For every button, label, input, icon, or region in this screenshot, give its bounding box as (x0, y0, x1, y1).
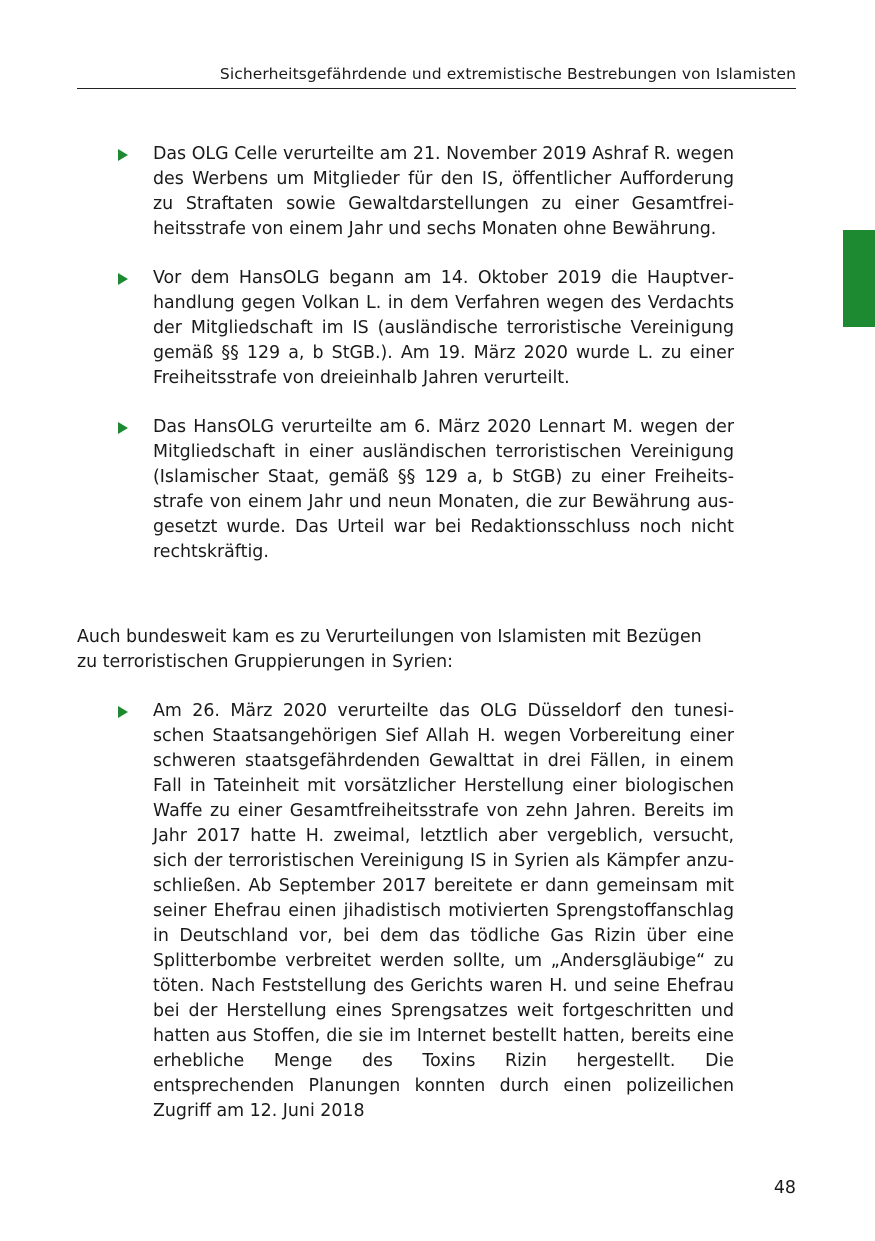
page-content (77, 142, 734, 1124)
triangle-bullet-icon (118, 422, 128, 434)
triangle-bullet-icon (118, 273, 128, 285)
page-number: 48 (773, 1178, 796, 1198)
triangle-bullet-icon (118, 706, 128, 718)
intro-paragraph: Auch bundesweit kam es zu Verurteilungen von Islamisten mit Bezügen zu terroristischen Gruppierungen in Syrien: (77, 627, 702, 672)
bullet-item (77, 699, 734, 1124)
bullet-text: Am 26. März 2020 verurteilte das OLG Düsseldorf den tunesischen Staatsangehörigen Sief Allah H. wegen Vorbereitung einer schweren staatsgefährdenden Gewalttat in drei Fällen, in einem Fall in Tateinheit mit vorsätzlicher Herstellung einer biologischen Waffe zu einer Gesamtfreiheitsstrafe von zehn Jahren. Bereits im Jahr 2017 hatte H. zweimal, letztlich aber vergeblich, versucht, sich der terroristischen Vereinigung IS in Syrien als Kämpfer anzuschließen. Ab September 2017 bereitete er dann gemeinsam mit seiner Ehefrau einen jihadistisch motivierten Sprengstoffanschlag in Deutschland vor, bei dem das tödliche Gas Rizin über eine Splitterbombe verbreitet werden sollte, um „Andersgläubige“ zu töten. Nach Feststellung des Gerichts waren H. und seine Ehefrau bei der Herstellung eines Sprengsatzes weit fortgeschritten und hatten aus Stoffen, die sie im Internet bestellt hatten, bereits eine erhebliche Menge des Toxins Rizin hergestellt. Die entsprechenden Planungen konnten durch einen polizeilichen Zugriff am 12. Juni 2018 (153, 701, 734, 1121)
section-tab-marker (843, 230, 875, 327)
bullet-text: Das HansOLG verurteilte am 6. März 2020 Lennart M. wegen der Mitgliedschaft in einer ausländischen terroristischen Vereinigung (Islamischer Staat, gemäß §§ 129 a, b StGB) zu einer Freiheitsstrafe von einem Jahr und neun Monaten, die zur Bewährung ausgesetzt wurde. Das Urteil war bei Redaktionsschluss noch nicht rechtskräftig. (153, 417, 734, 562)
bullet-item (77, 415, 734, 565)
bullet-item (77, 266, 734, 391)
bullet-item (77, 142, 734, 242)
triangle-bullet-icon (118, 149, 128, 161)
bullet-list-first (77, 142, 734, 565)
bullet-text: Vor dem HansOLG begann am 14. Oktober 2019 die Hauptverhandlung gegen Volkan L. in dem Verfahren wegen des Verdachts der Mitgliedschaft im IS (ausländische terroristische Vereinigung gemäß §§ 129 a, b StGB.). Am 19. März 2020 wurde L. zu einer Freiheitsstrafe von dreieinhalb Jahren verurteilt. (153, 268, 734, 388)
bullet-list-second (77, 699, 734, 1124)
running-header: Sicherheitsgefährdende und extremistische Bestrebungen von Islamisten (77, 62, 796, 89)
bullet-text: Das OLG Celle verurteilte am 21. November 2019 Ashraf R. wegen des Werbens um Mitglieder für den IS, öffentlicher Aufforderung zu Straftaten sowie Gewaltdarstellungen zu einer Gesamtfreiheitsstrafe von einem Jahr und sechs Monaten ohne Bewährung. (153, 144, 734, 239)
